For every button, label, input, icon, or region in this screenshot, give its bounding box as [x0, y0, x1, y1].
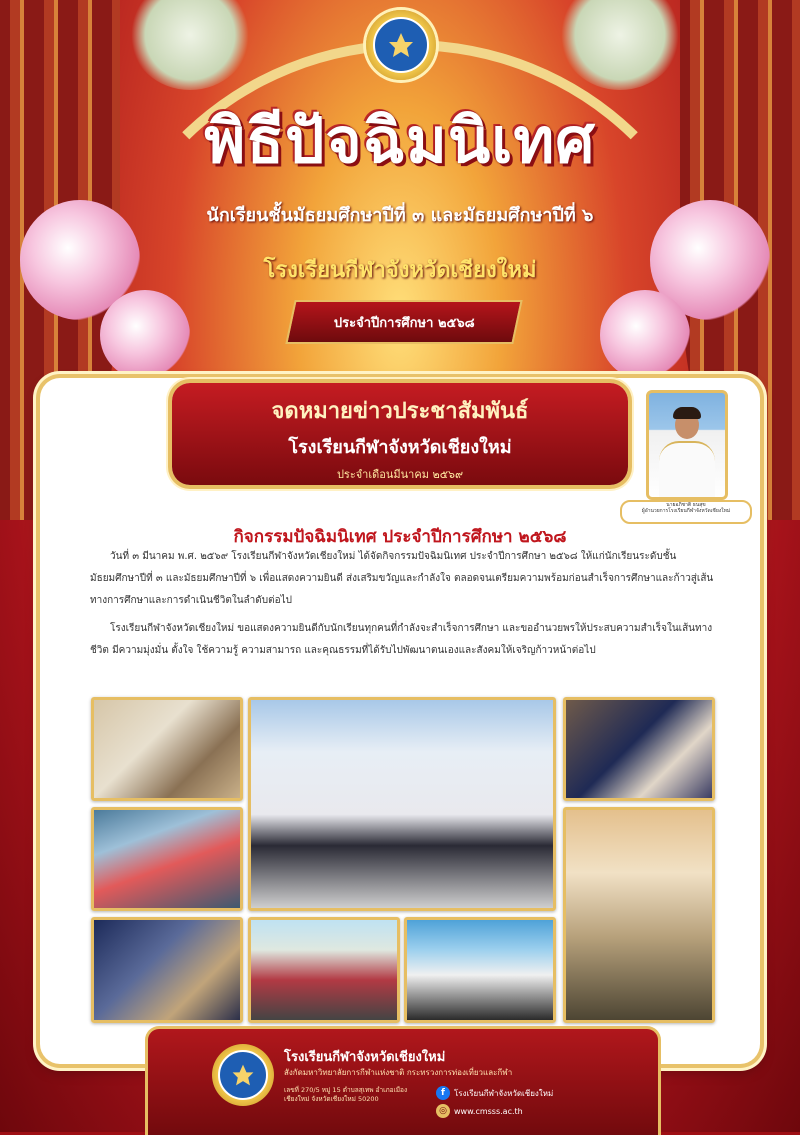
director-name: นายอภิชาติ ธนสุข — [666, 502, 706, 508]
photo-group-outdoor — [248, 917, 400, 1023]
article-paragraph-2: โรงเรียนกีฬาจังหวัดเชียงใหม่ ขอแสดงความยินดีกับนักเรียนทุกคนที่กำลังจะสำเร็จการศึกษา และขออำนวยพรให้ประสบความสำเร็จในเส้นทางชีวิต มีความมุ่งมั่น ตั้งใจ ใช้ความรู้ ความสามารถ และคุณธรรมที่ได้รับไปพัฒนาตนเองและสังคมให้เจริญก้าวหน้าต่อไป — [90, 623, 713, 656]
photo-group-stage — [404, 917, 556, 1023]
facebook-icon: f — [436, 1086, 450, 1100]
newsletter-month: ประจำเดือนมีนาคม ๒๕๖๙ — [336, 468, 464, 481]
academic-year-ribbon — [285, 300, 522, 344]
newsletter-title: จดหมายข่าวประชาสัมพันธ์ — [271, 399, 529, 424]
footer-affiliation: สังกัดมหาวิทยาลัยการกีฬาแห่งชาติ กระทรวงการท่องเที่ยวและกีฬา — [284, 1068, 513, 1077]
website-label: www.cmsss.ac.th — [454, 1106, 523, 1116]
newsletter-header — [172, 383, 628, 485]
school-emblem-footer — [212, 1044, 274, 1106]
emblem-icon-footer — [218, 1050, 268, 1100]
footer-facebook[interactable] — [436, 1086, 553, 1100]
director-position: ผู้อำนวยการโรงเรียนกีฬาจังหวัดเชียงใหม่ — [641, 508, 731, 514]
photo-official-seated — [91, 917, 243, 1023]
academic-year-label: ประจำปีการศึกษา ๒๕๖๘ — [333, 315, 475, 331]
main-title: พิธีปัจฉิมนิเทศ — [204, 104, 596, 177]
article-paragraph-1: วันที่ ๓ มีนาคม พ.ศ. ๒๕๖๙ โรงเรียนกีฬาจังหวัดเชียงใหม่ ได้จัดกิจกรรมปัจฉิมนิเทศ ประจำปีการศึกษา ๒๕๖๘ ให้แก่นักเรียนระดับชั้นมัธยมศึกษาปีที่ ๓ และมัธยมศึกษาปีที่ ๖ เพื่อแสดงความยินดี ส่งเสริมขวัญและกำลังใจ ตลอดจนเตรียมความพร้อมก่อนสำเร็จการศึกษาและก้าวสู่เส้นทางการศึกษาและการดำเนินชีวิตในลำดับต่อไป — [90, 551, 714, 606]
globe-icon: ◎ — [436, 1104, 450, 1118]
director-nameplate — [620, 500, 752, 524]
article-headline: กิจกรรมปัจฉิมนิเทศ ประจำปีการศึกษา ๒๕๖๘ — [233, 527, 567, 547]
photo-officer-seated — [563, 807, 715, 1023]
school-emblem-top — [366, 10, 436, 80]
photo-ceremony-hall — [91, 697, 243, 801]
director-portrait — [646, 390, 728, 500]
photo-outdoor-crowd — [91, 807, 243, 911]
newsletter-school: โรงเรียนกีฬาจังหวัดเชียงใหม่ — [288, 437, 512, 458]
footer-website[interactable] — [436, 1104, 523, 1118]
footer-address: เลขที่ 270/5 หมู่ 15 ตำบลสุเทพ อำเภอเมืองเชียงใหม่ จังหวัดเชียงใหม่ 50200 — [284, 1086, 408, 1103]
photo-group-students — [248, 697, 556, 911]
school-name: โรงเรียนกีฬาจังหวัดเชียงใหม่ — [263, 258, 537, 283]
footer-school-name: โรงเรียนกีฬาจังหวัดเชียงใหม่ — [284, 1050, 446, 1065]
emblem-icon — [373, 17, 429, 73]
facebook-label: โรงเรียนกีฬาจังหวัดเชียงใหม่ — [454, 1088, 554, 1098]
student-levels: นักเรียนชั้นมัธยมศึกษาปีที่ ๓ และมัธยมศึกษาปีที่ ๖ — [206, 205, 594, 226]
photo-seated-guests — [563, 697, 715, 801]
